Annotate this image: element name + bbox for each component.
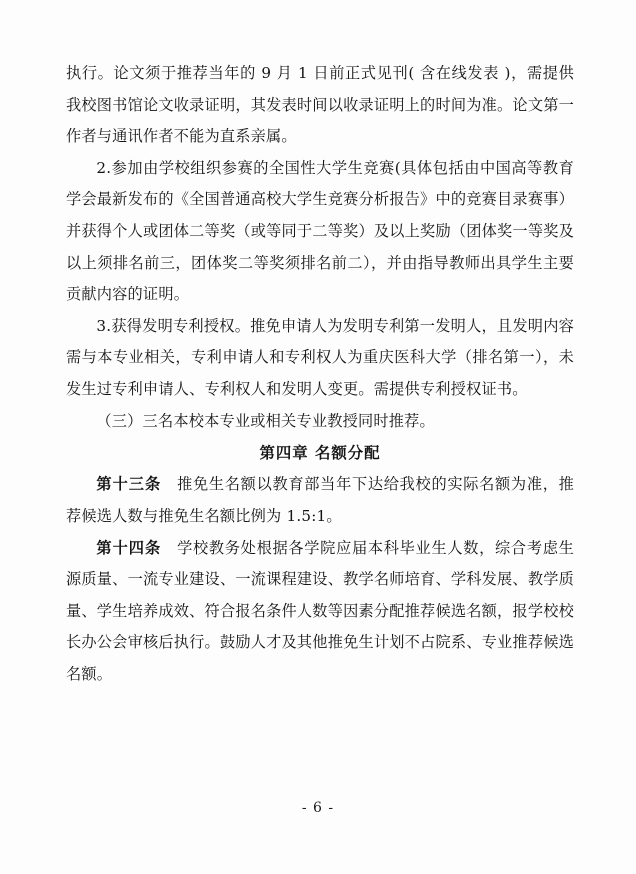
- article-14-text: 学校教务处根据各学院应届本科毕业生人数，综合考虑生源质量、一流专业建设、一流课程建设、教学名师培育、学科发展、教学质量、学生培养成效、符合报名条件人数等因素分配推荐候选名额，报学校校长办公会审核后执行。鼓励人才及其他推免生计划不占院系、专业推荐候选名额。: [66, 538, 575, 683]
- page-footer: [0, 800, 636, 816]
- page-number: - 6 -: [301, 800, 335, 816]
- article-14-label: 第十四条: [96, 538, 162, 557]
- paragraph-item-three: （三）三名本校本专业或相关专业教授同时推荐。: [96, 411, 435, 430]
- paragraph-item-3: 3.获得发明专利授权。推免申请人为发明专利第一发明人，且发明内容需与本专业相关，专利申请人和专利权人为重庆医科大学（排名第一），未发生过专利申请人、专利权人和发明人变更。需提供专利授权证书。: [66, 316, 574, 399]
- article-13-label: 第十三条: [96, 475, 162, 494]
- chapter-heading: 第四章 名额分配: [259, 444, 381, 463]
- article-13: [66, 469, 574, 532]
- document-body: [66, 58, 574, 691]
- paragraph-continuation: 执行。论文须于推荐当年的 9 月 1 日前正式见刊( 含在线发表 )，需提供我校图书馆论文收录证明，其发表时间以收录证明上的时间为准。论文第一作者与通讯作者不能为直系亲属。: [66, 64, 574, 146]
- article-14: [66, 533, 574, 691]
- paragraph-item-2: 2.参加由学校组织参赛的全国性大学生竞赛(具体包括由中国高等教育学会最新发布的《全国普通高校大学生竞赛分析报告》中的竞赛目录赛事）并获得个人或团体二等奖（或等同于二等奖）及以上奖励（团体奖一等奖及以上须排名前三，团体奖二等奖须排名前二），并由指导教师出具学生主要贡献内容的证明。: [66, 158, 574, 304]
- article-13-text: 推免生名额以教育部当年下达给我校的实际名额为准，推荐候选人数与推免生名额比例为 1.5:1。: [66, 475, 575, 525]
